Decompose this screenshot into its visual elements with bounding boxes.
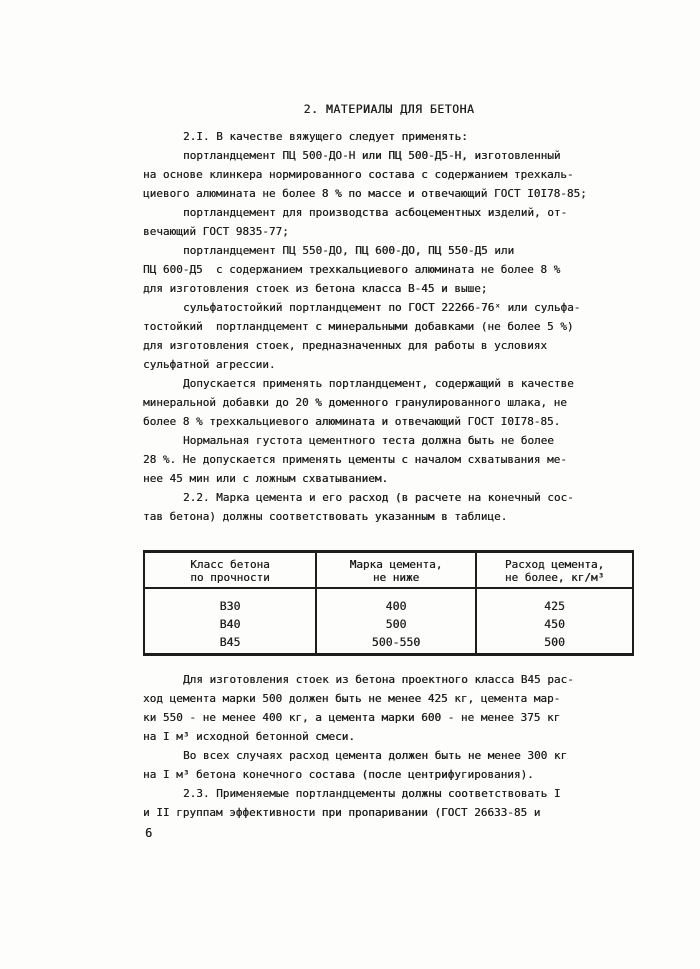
text-line: портландцемент ПЦ 500-ДО-Н или ПЦ 500-Д5-Н, изготовленный — [183, 149, 561, 162]
text-line: для изготовления стоек, предназначенных для работы в условиях — [143, 339, 547, 352]
text-line: для изготовления стоек из бетона класса В-45 и выше; — [143, 282, 488, 295]
table-cell: В30 — [219, 599, 241, 613]
text-line: на I м³ исходной бетонной смеси. — [143, 730, 355, 743]
text-line: Во всех случаях расход цемента должен быть не менее 300 кг — [183, 749, 568, 762]
text-line: ки 550 - не менее 400 кг, а цемента марки 600 - не менее 375 кг — [143, 711, 561, 724]
text-line: циевого алюмината не более 8 % по массе и отвечающий ГОСТ I0I78-85; — [143, 187, 587, 200]
table-row — [144, 633, 633, 655]
text-line: 2.3. Применяемые портландцементы должны соответствовать I — [183, 787, 561, 800]
table-cell: 500-550 — [316, 633, 476, 655]
text-line: сульфатной агрессии. — [143, 358, 276, 371]
table-row — [144, 615, 633, 633]
text-line: 2.2. Марка цемента и его расход (в расчете на конечный сос- — [183, 491, 574, 504]
text-line: Нормальная густота цементного теста должна быть не более — [183, 434, 554, 447]
table-header-row — [144, 552, 633, 589]
text-line: ПЦ 600-Д5 с содержанием трехкальциевого алюмината не более 8 % — [143, 263, 561, 276]
table-cell: 500 — [316, 615, 476, 633]
table-header-cell: Класс бетона по прочности — [144, 552, 316, 589]
text-line: портландцемент для производства асбоцементных изделий, от- — [183, 206, 568, 219]
table-row — [144, 588, 633, 615]
table-cell: В40 — [219, 617, 241, 631]
table-cell: 400 — [316, 588, 476, 615]
body-text-bottom — [143, 670, 635, 822]
text-line: минеральной добавки до 20 % доменного гранулированного шлака, не — [143, 396, 567, 409]
text-line: на основе клинкера нормированного состава с содержанием трехкаль- — [143, 168, 574, 181]
table-header-cell: Расход цемента, не более, кг/м³ — [476, 552, 633, 589]
text-line: 2.I. В качестве вяжущего следует применять: — [183, 130, 468, 143]
text-column — [143, 101, 635, 822]
table-cell: В45 — [219, 635, 241, 649]
page-number: 6 — [145, 826, 153, 840]
text-line: тостойкий портландцемент с минеральными добавками (не более 5 %) — [143, 320, 574, 333]
table-cell: 425 — [476, 588, 633, 615]
text-line: более 8 % трехкальциевого алюмината и отвечающий ГОСТ I0I78-85. — [143, 415, 561, 428]
text-line: тав бетона) должны соответствовать указанным в таблице. — [143, 510, 508, 523]
table-body — [144, 588, 633, 655]
text-line: на I м³ бетона конечного состава (после центрифугирования). — [143, 768, 534, 781]
text-line: сульфатостойкий портландцемент по ГОСТ 22266-76ˣ или сульфа- — [183, 301, 581, 314]
text-line: и II группам эффективности при пропаривании (ГОСТ 26633-85 и — [143, 806, 541, 819]
body-text-top — [143, 127, 635, 526]
text-line: вечающий ГОСТ 9835-77; — [143, 225, 289, 238]
table-cell: 500 — [476, 633, 633, 655]
text-line: Для изготовления стоек из бетона проектного класса В45 рас- — [183, 673, 574, 686]
text-line: портландцемент ПЦ 550-ДО, ПЦ 600-ДО, ПЦ 550-Д5 или — [183, 244, 515, 257]
text-line: 28 %. Не допускается применять цементы с началом схватывания ме- — [143, 453, 567, 466]
section-title: 2. МАТЕРИАЛЫ ДЛЯ БЕТОНА — [303, 102, 475, 116]
table-header-cell: Марка цемента, не ниже — [316, 552, 476, 589]
table-cell: 450 — [476, 615, 633, 633]
cement-table — [143, 550, 634, 656]
text-line: нее 45 мин или с ложным схватыванием. — [143, 472, 389, 485]
text-line: Допускается применять портландцемент, содержащий в качестве — [183, 377, 574, 390]
text-line: ход цемента марки 500 должен быть не менее 425 кг, цемента мар- — [143, 692, 561, 705]
